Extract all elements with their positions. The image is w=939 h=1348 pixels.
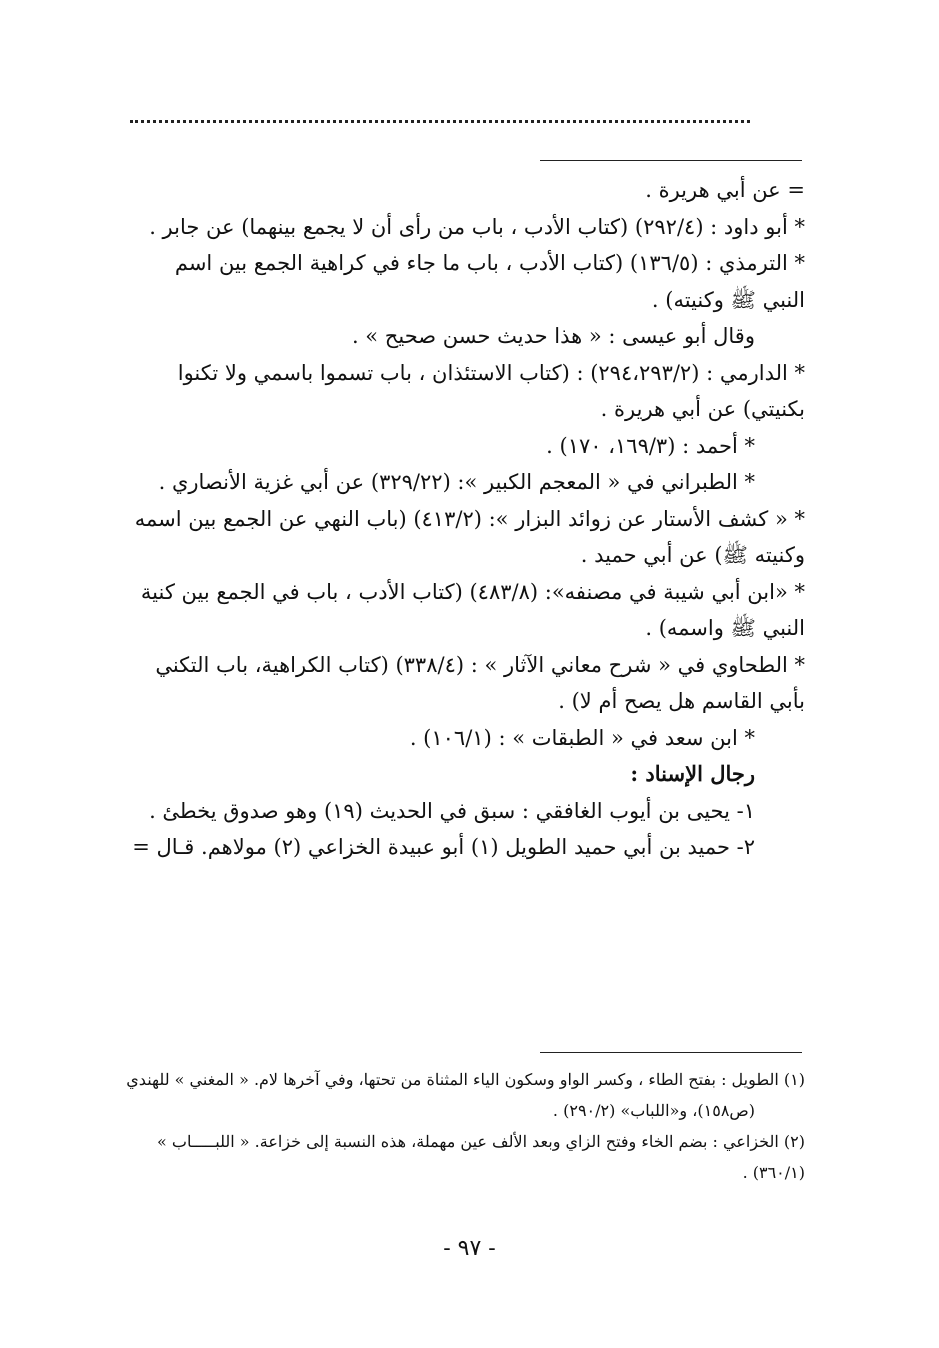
text-line: * الترمذي : (١٣٦/٥) (كتاب الأدب ، باب ما جاء في كراهية الجمع بين اسم <box>174 251 805 275</box>
text-line: = عن أبي هريرة . <box>645 178 805 202</box>
footnotes <box>110 1064 805 1188</box>
footnote-line: (١) الطويل : بفتح الطاء ، وكسر الواو وسكون الياء المثناة من تحتها، وفي آخرها لام. « المغني » للهندي <box>126 1070 805 1089</box>
text-line: * أبو داود : (٢٩٢/٤) (كتاب الأدب ، باب من رأى أن لا يجمع بينهما) عن جابر . <box>149 214 805 239</box>
main-text <box>110 172 805 866</box>
text-line: * أحمد : (١٦٩/٣، ١٧٠) . <box>546 433 755 458</box>
text-line: بأبي القاسم هل يصح أم لا) . <box>558 689 805 713</box>
text-line: النبي ﷺ واسمه) . <box>645 616 805 640</box>
text-line: النبي ﷺ وكنيته) . <box>651 287 805 312</box>
text-line: * « كشف الأستار عن زوائد البزار »: (٤١٣/٢) (باب النهي عن الجمع بين اسمه <box>134 506 805 531</box>
text-line: * الطبراني في « المعجم الكبير »: (٣٢٩/٢٢) عن أبي غزية الأنصاري . <box>158 470 755 494</box>
text-line: وكنيته ﷺ) عن أبي حميد . <box>580 543 805 567</box>
text-line: * «ابن أبي شيبة في مصنفه»: (٤٨٣/٨) (كتاب الأدب ، باب في الجمع بين كنية <box>140 579 805 604</box>
section-heading: رجال الإسناد : <box>630 761 755 786</box>
footnote-line: (ص١٥٨)، و«اللباب» (٢٩٠/٢) . <box>552 1101 755 1120</box>
footnote-rule <box>540 1052 802 1053</box>
text-line: ٢- حميد بن أبي حميد الطويل (١) أبو عبيدة الخزاعي (٢) مولاهم. قـال = <box>132 835 755 859</box>
text-line: * الطحاوي في « شرح معاني الآثار » : (٣٣٨/٤) (كتاب الكراهية، باب التكني <box>155 652 805 677</box>
continuation-rule <box>540 160 802 161</box>
text-line: * ابن سعد في « الطبقات » : (١٠٦/١) . <box>409 725 755 750</box>
text-line: وقال أبو عيسى : « هذا حديث حسن صحيح » . <box>351 324 755 348</box>
footnote-line: (٣٦٠/١) . <box>742 1163 805 1182</box>
header-dotted-line <box>130 106 750 123</box>
text-line: بكنيتي) عن أبي هريرة . <box>600 397 805 421</box>
footnote-line: (٢) الخزاعي : بضم الخاء وفتح الزاي وبعد الألف عين مهملة، هذه النسبة إلى خزاعة. « اللبـــــاب » <box>157 1132 805 1151</box>
page-number: - ٩٧ - <box>443 1236 496 1261</box>
text-line: ١- يحيى بن أيوب الغافقي : سبق في الحديث (١٩) وهو صدوق يخطئ . <box>149 798 755 823</box>
text-line: * الدارمي : (٢٩٤،٢٩٣/٢) : (كتاب الاستئذان ، باب تسموا باسمي ولا تكنوا <box>177 360 805 385</box>
